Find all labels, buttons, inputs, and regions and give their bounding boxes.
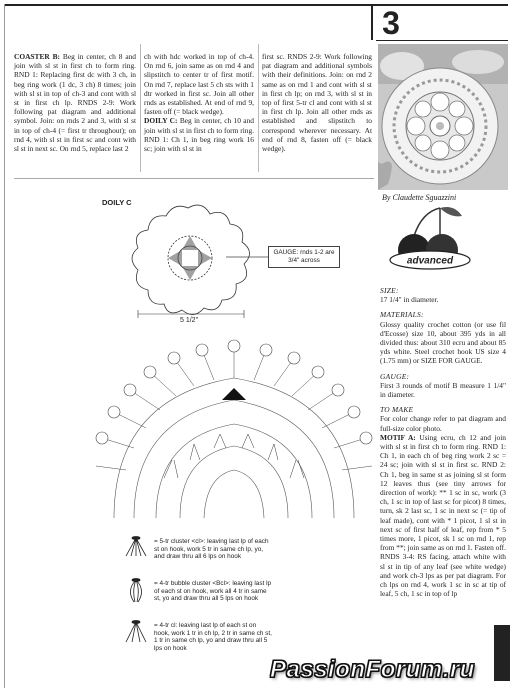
page-edge-shadow [494,625,510,681]
coaster-b-text-cont: ch with hdc worked in top of ch-4. On rnd 6, join same as on rnd 4 and slipstitch to center tr of first motif. On rnd 7, replace last 5 ch sts with 1 dtr worked in first sc. Join all other rnds as established. At end of rnd 9, fasten off (= black wedge). [144,52,254,117]
left-rule [4,4,5,688]
skill-level-badge [388,206,472,282]
instructions-column-3 [262,52,372,153]
photo-top-rule [376,40,508,41]
doily-photo [378,44,508,190]
legend-text: = 4-tr bubble cluster <Bcl>: leaving last lp of each st on hook, work all 4 tr in same st, yo and draw thru all 5 lps on hook [154,580,272,603]
coaster-b-text: Beg in center, ch 8 and join with sl st in first ch to form ring. RND 1: Replacing first dc with 3 ch, in beg ring work (1 dc, 3 ch) 8 times; join with sl st in top of ch-3 and cont with sl st in first ch lp. RNDS 2-9: Work following pat diagram and additional symbol. Join: on rnds 2 and 3, with sl st in top of ch-4 (= first tr throughout); on rnd 4, with sl st in first sc and cont with sl st in next sc. On rnd 5, replace last 2 [14,52,136,154]
gauge-text: First 3 rounds of motif B measure 1 1/4" in diameter. [380,380,506,400]
doily-c-label: DOILY C [102,198,132,207]
page-number: 3 [371,6,409,40]
materials-heading: MATERIALS: [380,310,424,320]
to-make-intro: For color change refer to pat diagram and full-size color photo. [380,414,506,433]
instructions-column-2 [144,52,254,153]
top-rule [4,4,508,6]
four-tr-bubble-cluster-icon [122,578,150,604]
doily-c-outline-diagram [118,200,258,322]
four-tr-cl-icon [122,620,150,646]
legend-text: = 5-tr cluster <cl>: leaving last lp of each st on hook, work 5 tr in same ch lp, yo, and draw thru all 6 lps on hook [154,538,269,561]
motif-a-heading: MOTIF A: [380,432,416,442]
coaster-b-heading: COASTER B: [14,52,61,61]
pattern-details-column [380,286,506,599]
doily-diameter-label: 5 1/2" [180,317,199,324]
gauge-heading: GAUGE: [380,371,410,381]
motif-a-text: Using ecru, ch 12 and join with sl st in first ch to form ring. RND 1: Ch 1, in each ch of beg ring work 2 sc = 24 sc; join with sl st in first sc. RND 2: Ch 1, beg in same st as joining sl st form 12 leaves thus (see tiny arrows for direction of work): ** 1 sc in sc, work (3 ch, 1 sc in top of last sc for picot) 8 times, turn, sk 2 last sc, 1 sc in next sc (= tip of leaf made), cont with * 1 picot, 1 sl st in next sc of first half of leaf, rep from * 5 times more, 1 picot, sk 1 sc on rnd 1, rep from **; join same as on rnd 1. Fasten off. RNDS 3-4: RS facing, attach white with sl st in tip of any leaf (see white wedge) and work ch-3 lps as per pat diagram. For ch lps on rnd 4, work 1 sc in sc at tip of leaf, 5 ch, 1 sc in top of lp [380,432,506,599]
to-make-heading: TO MAKE [380,405,414,415]
section-divider [14,178,374,179]
designer-byline: By Claudette Sguazzini [382,193,457,202]
column-divider [140,44,141,172]
doily-c-heading: DOILY C: [144,116,178,126]
gauge-pointer-line [226,254,270,260]
size-text: 17 1/4" in diameter. [380,295,439,305]
doily-c-text-cont: first sc. RNDS 2-9: Work following pat diagram and additional symbols with their definitions. Join: on rnd 2 same as on rnd 1 and cont with sl st in first ch lp; on rnd 3, with sl st in top of first 5-tr cl and cont with sl st in first ch lp. Join all other rnds as established and slipstitch to correspond wherever necessary. At end of rnd 8, fasten off (= black wedge). [262,52,372,154]
gauge-note-box: GAUGE: rnds 1-2 are 3/4" across [268,246,340,268]
column-divider [258,44,259,172]
materials-text: Glossy quality crochet cotton (or use fil d'Ecosse) size 10, about 395 yds in all divided thus: about 310 ecru and about 85 yds white. Steel crochet hook US size 4 (1.75 mm) or SIZE FOR GAUGE. [380,319,506,366]
legend-text: = 4-tr cl: leaving last lp of each st on hook, work 1 tr in ch lp, 2 tr in same ch st, 1 tr in same ch lp, yo and draw thru all 5 lps on hook [154,622,272,652]
size-heading: SIZE: [380,286,399,295]
coaster-stitch-diagram [94,338,374,518]
instructions-column-1 [14,52,136,153]
site-watermark: PassionForum.ru [270,656,475,683]
badge-label: advanced [406,255,454,267]
doily-c-text: Beg in center, ch 10 and join with sl st in first ch to form ring. RND 1: Ch 1, in beg ring work 16 sc; join with sl st in [144,116,254,154]
five-tr-cluster-icon [122,536,150,560]
